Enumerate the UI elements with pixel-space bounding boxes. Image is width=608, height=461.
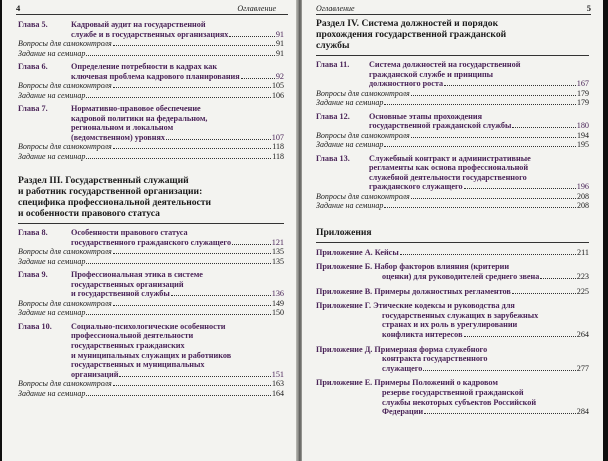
appendix-heading: Приложения (316, 226, 372, 238)
questions-line: Вопросы для самоконтроля 194 (316, 130, 589, 140)
page-ref: 91 (275, 29, 284, 39)
questions-line: Вопросы для самоконтроля 105 (18, 81, 284, 91)
appendix-entry: Приложение Б. Набор факторов влияния (критерии оценки) для руководителей среднего звена 223 (316, 262, 589, 281)
chapter-title-line: гражданского служащего (369, 182, 463, 192)
chapter-title-line: государственных организаций (71, 279, 184, 289)
running-head (16, 3, 288, 14)
section-heading: Раздел III. Государственный служащий и работник государственной организации: специфика профессиональной деятельности и особенности правового статуса (18, 175, 212, 220)
chapter-title-line: Социально-психологические особенности (71, 321, 226, 331)
page-number: 5 (586, 3, 591, 13)
appendix-entry: Приложение В. Примеры должностных регламентов 225 (316, 286, 589, 296)
chapter-title-line: служебной деятельности государственного (369, 172, 527, 182)
toc-chapter (18, 104, 284, 161)
appendix-entry: Приложение А. Кейсы 211 (316, 247, 589, 257)
section-rule (18, 223, 284, 224)
right-page (302, 0, 603, 461)
chapter-title-line: Нормативно-правовое обеспечение (71, 104, 201, 113)
seminar-line: Задание на семинар 91 (18, 48, 284, 58)
section-rule (316, 55, 589, 56)
page-ref: 167 (576, 79, 589, 89)
appendix-entry: Приложение Г. Этические кодексы и руководства для государственных служащих в зарубежных странах и их роль в урегулировании конфликта интересов 264 (316, 301, 589, 339)
page-ref: 264 (576, 329, 589, 339)
chapter-label: Глава 12. (316, 111, 350, 121)
toc-chapter (18, 322, 284, 398)
page-ref: 121 (271, 237, 284, 247)
chapter-title-line: Система должностей на государственной (369, 60, 521, 69)
chapter-label: Глава 13. (316, 153, 350, 163)
page-ref: 277 (576, 363, 589, 373)
page-ref: 211 (577, 247, 589, 257)
chapter-title-line: Основные этапы прохождения (369, 111, 483, 121)
chapter-title-line: службе и в государственных организациях (71, 29, 229, 39)
seminar-line: Задание на семинар 164 (18, 388, 284, 398)
chapter-label: Глава 10. (18, 321, 52, 331)
chapter-label: Глава 7. (18, 104, 48, 113)
seminar-line: Задание на семинар 150 (18, 308, 284, 318)
chapter-title-line: и муниципальных служащих и работников (71, 350, 232, 360)
page-ref: 196 (576, 182, 589, 192)
toc-content (316, 18, 589, 417)
page-ref: 92 (275, 71, 284, 81)
seminar-line: Задание на семинар 135 (18, 256, 284, 266)
toc-chapter (316, 60, 589, 108)
page-number: 4 (16, 3, 21, 13)
seminar-line: Задание на семинар 106 (18, 90, 284, 100)
toc-chapter (18, 270, 284, 318)
chapter-title-line: региональном и локальном (71, 123, 174, 133)
chapter-title-line: кадровой политики на федеральном, (71, 113, 208, 123)
chapter-title-line: Определение потребности в кадрах как (71, 62, 218, 71)
questions-line: Вопросы для самоконтроля 163 (18, 379, 284, 389)
section-rule (316, 242, 589, 243)
page-ref: 284 (576, 407, 589, 417)
chapter-title-line: Кадровый аудит на государственной (71, 20, 206, 29)
running-title: Оглавление (316, 4, 355, 13)
toc-chapter (316, 112, 589, 150)
page-ref: 107 (271, 132, 284, 142)
chapter-label: Глава 9. (18, 270, 48, 280)
seminar-line: Задание на семинар 118 (18, 151, 284, 161)
toc-chapter (18, 228, 284, 266)
toc-chapter (316, 154, 589, 211)
page-ref: 225 (576, 286, 589, 296)
chapter-title-line: регламенты как основа профессиональной (369, 163, 529, 173)
appendix-entry: Приложение Е. Примеры Положений о кадровом резерве государственной гражданской службы некоторых субъектов Российской Федерации 284 (316, 378, 589, 417)
seminar-line: Задание на семинар 208 (316, 201, 589, 211)
chapter-title-line: государственного гражданского служащего (71, 237, 232, 247)
chapter-title-line: профессиональной деятельности (71, 331, 194, 341)
questions-line: Вопросы для самоконтроля 179 (316, 88, 589, 98)
chapter-title-line: Служебный контракт и административные (369, 153, 531, 163)
chapter-title-line: должностного роста (369, 79, 444, 89)
toc-chapter (18, 20, 284, 58)
page-ref: 180 (576, 121, 589, 131)
chapter-title-line: организаций (71, 369, 119, 379)
questions-line: Вопросы для самоконтроля 91 (18, 39, 284, 49)
header-rule (16, 14, 288, 15)
chapter-label: Глава 11. (316, 60, 350, 69)
chapter-title-line: ключевая проблема кадрового планирования (71, 71, 240, 81)
page-ref: 223 (576, 271, 589, 281)
chapter-title-line: Особенности правового статуса (71, 228, 188, 238)
left-page (2, 0, 298, 461)
chapter-label: Глава 8. (18, 228, 48, 238)
page-ref: 151 (271, 369, 284, 379)
questions-line: Вопросы для самоконтроля 208 (316, 191, 589, 201)
questions-line: Вопросы для самоконтроля 135 (18, 247, 284, 257)
questions-line: Вопросы для самоконтроля 149 (18, 298, 284, 308)
toc-chapter (18, 62, 284, 100)
seminar-line: Задание на семинар 179 (316, 98, 589, 108)
toc-content (18, 18, 284, 398)
chapter-title-line: Профессиональная этика в системе (71, 270, 203, 280)
running-title: Оглавление (237, 4, 276, 13)
seminar-line: Задание на семинар 195 (316, 140, 589, 150)
questions-line: Вопросы для самоконтроля 118 (18, 142, 284, 152)
page-ref: 136 (271, 289, 284, 299)
chapter-title-line: государственной гражданской службы (369, 121, 512, 131)
chapter-label: Глава 5. (18, 20, 48, 29)
appendix-entry: Приложение Д. Примерная форма служебного контракта государственного служащего 277 (316, 344, 589, 373)
header-rule (316, 14, 591, 15)
running-head (316, 3, 591, 14)
chapter-title-line: государственных гражданских (71, 340, 185, 350)
chapter-title-line: гражданской службе и принципы (369, 69, 494, 79)
chapter-title-line: и государственной службы (71, 289, 170, 299)
chapter-title-line: государственных и муниципальных (71, 360, 205, 370)
chapter-label: Глава 6. (18, 62, 48, 71)
section-heading: Раздел IV. Система должностей и порядок прохождения государственной гражданской службы (316, 18, 507, 51)
chapter-title-line: (ведомственном) уровнях (71, 132, 165, 142)
